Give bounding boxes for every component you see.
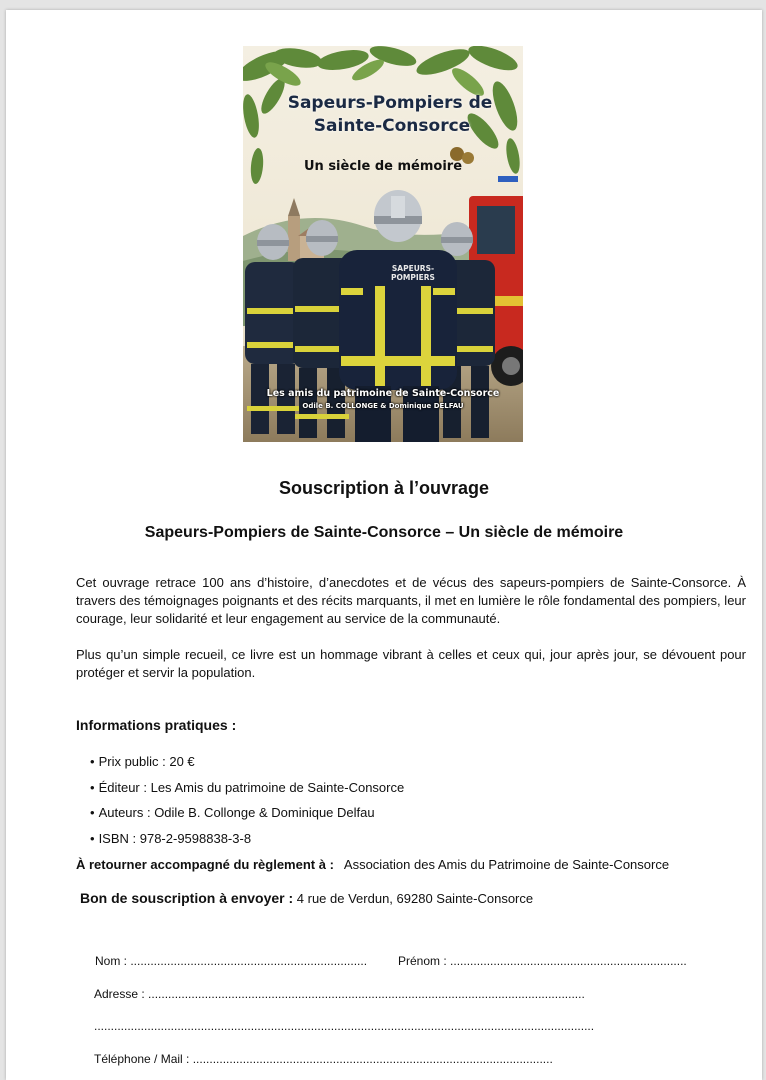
- adresse-field[interactable]: Adresse : ...................................................................................................................................: [94, 987, 585, 1001]
- description-paragraph-1: Cet ouvrage retrace 100 ans d’histoire, d’anecdotes et de vécus des sapeurs-pompiers de Sainte-Consorce. À travers des témoignages poignants et des récits marquants, il met en lumière le rôle fondamental des pompiers, leur courage, leur solidarité et leur engagement au service de la communauté.: [76, 575, 746, 626]
- cover-subtitle: Un siècle de mémoire: [303, 159, 463, 174]
- telephone-mail-field[interactable]: Téléphone / Mail : ............................................................................................................: [94, 1052, 553, 1066]
- adresse-continued-field[interactable]: ......................................................................................................................................................: [94, 1019, 595, 1033]
- send-label: Bon de souscription à envoyer :: [80, 890, 294, 906]
- description-paragraph-2: Plus qu’un simple recueil, ce livre est un hommage vibrant à celles et ceux qui, jour après jour, se dévouent pour protéger et servir la population.: [76, 647, 746, 680]
- send-line: [80, 890, 533, 906]
- return-line: [76, 857, 669, 872]
- info-list: [90, 753, 404, 855]
- info-item-isbn: • ISBN : 978-2-9598838-3-8: [90, 830, 404, 856]
- return-label: À retourner accompagné du règlement à :: [76, 857, 334, 872]
- cover-association: Les amis du patrimoine de Sainte-Consorce: [266, 388, 500, 399]
- cover-title-line1: Sapeurs-Pompiers de: [287, 93, 493, 113]
- cover-title: [243, 92, 523, 138]
- nom-field[interactable]: Nom : .......................................................................: [95, 954, 368, 968]
- book-title: Sapeurs-Pompiers de Sainte-Consorce – Un siècle de mémoire: [144, 524, 624, 541]
- prenom-field[interactable]: Prénom : .......................................................................: [398, 954, 687, 968]
- document-page: [6, 10, 762, 1080]
- book-cover-image: [243, 46, 523, 442]
- cover-badge-text: SAPEURS-POMPIERS: [391, 264, 435, 282]
- cover-authors: Odile B. COLLONGE & Dominique DELFAU: [302, 402, 464, 410]
- page-heading: Souscription à l’ouvrage: [278, 478, 490, 498]
- info-heading: Informations pratiques :: [76, 717, 237, 733]
- info-item-publisher: • Éditeur : Les Amis du patrimoine de Sainte-Consorce: [90, 779, 404, 805]
- return-value: Association des Amis du Patrimoine de Sainte-Consorce: [343, 857, 670, 872]
- cover-title-line2: Sainte-Consorce: [313, 116, 471, 136]
- info-item-authors: • Auteurs : Odile B. Collonge & Dominique Delfau: [90, 804, 404, 830]
- send-address: 4 rue de Verdun, 69280 Sainte-Consorce: [296, 891, 534, 906]
- info-item-price: • Prix public : 20 €: [90, 753, 404, 779]
